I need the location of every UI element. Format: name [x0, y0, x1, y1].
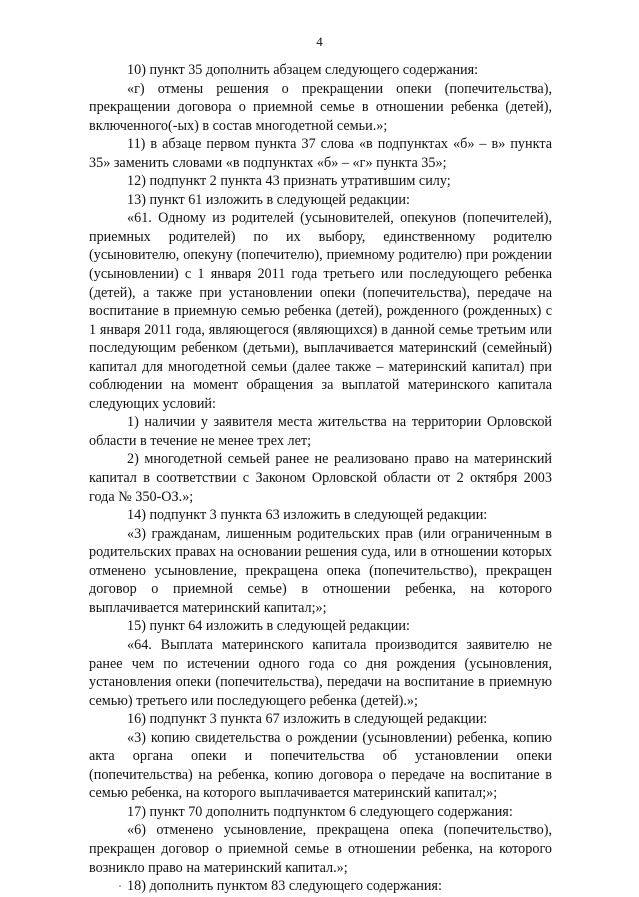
page-number: 4: [316, 34, 323, 49]
paragraph-item-10: 10) пункт 35 дополнить абзацем следующего содержания:: [127, 62, 479, 78]
paragraph-condition-1: 1) наличии у заявителя места жительства на территории Орловской области в течение не менее трех лет;: [89, 414, 552, 449]
paragraph-subitem-3-clause-67: «3) копию свидетельства о рождении (усыновлении) ребенка, копию акта органа опеки и попечительства об установлении опеки (попечительства) на ребенка, копию договора о передаче на воспитание в семью ребенка, на которого выплачивается материнский капитал;»;: [89, 729, 552, 802]
paragraph-subitem-3-clause-63: «3) гражданам, лишенным родительских прав (или ограниченным в родительских правах на основании решения суда, или в отношении которых отменено усыновление, прекращена опека (попечительство), прекращен договор о приемной семье) в отношении ребенка, на которого выплачивается материнский капитал;»;: [89, 525, 552, 616]
paragraph-clause-61: «61. Одному из родителей (усыновителей, опекунов (попечителей), приемных родителей) по их выбору, единственному родителю (усыновителю, опекуну (попечителю), приемному родителю) при рождении (усыновлении) с 1 января 2011 года третьего или последующего ребенка (детей), а также при установлении опеки (попечительства), передаче на воспитание в приемную семью ребенка (детей), рожденного (рожденных) с 1 января 2011 года, являющегося (являющихся) в данной семье третьим или последующим ребенком (детьми), выплачивается материнский (семейный) капитал для многодетной семьи (далее также – материнский капитал) при соблюдении на момент обращения за выплатой материнского капитала следующих условий:: [89, 210, 552, 412]
paragraph-item-12: 12) подпункт 2 пункта 43 признать утратившим силу;: [127, 173, 451, 190]
paragraph-item-11: 11) в абзаце первом пункта 37 слова «в подпунктах «б» – в» пункта 35» заменить словами «в подпунктах «б» – «г» пункта 35»;: [89, 136, 552, 171]
paragraph-condition-2: 2) многодетной семьей ранее не реализовано право на материнский капитал в соответствии с Законом Орловской области от 2 октября 2003 года № 350-ОЗ.»;: [89, 451, 552, 505]
scan-speck: [119, 885, 121, 887]
paragraph-subitem-6-clause-70: «6) отменено усыновление, прекращена опека (попечительство), прекращен договор о приемной семье в отношении ребенка, на которого возникло право на материнский капитал.»;: [89, 822, 552, 876]
paragraph-item-18: 18) дополнить пунктом 83 следующего содержания:: [127, 878, 442, 895]
paragraph-item-14: 14) подпункт 3 пункта 63 изложить в следующей редакции:: [127, 507, 488, 524]
paragraph-item-13: 13) пункт 61 изложить в следующей редакции:: [127, 191, 410, 208]
paragraph-item-15: 15) пункт 64 изложить в следующей редакции:: [127, 618, 410, 635]
paragraph-subitem-g: «г) отмены решения о прекращении опеки (попечительства), прекращении договора о приемной семье в отношении ребенка (детей), включенного(-ых) в состав многодетной семьи.»;: [89, 80, 552, 134]
paragraph-item-17: 17) пункт 70 дополнить подпунктом 6 следующего содержания:: [127, 803, 513, 820]
document-body: [89, 61, 552, 896]
paragraph-item-16: 16) подпункт 3 пункта 67 изложить в следующей редакции:: [127, 711, 488, 728]
paragraph-clause-64: «64. Выплата материнского капитала производится заявителю не ранее чем по истечении одного года со дня рождения (усыновления, установления опеки (попечительства), передачи на воспитание в приемную семью) третьего или последующего ребенка (детей).»;: [89, 636, 552, 709]
